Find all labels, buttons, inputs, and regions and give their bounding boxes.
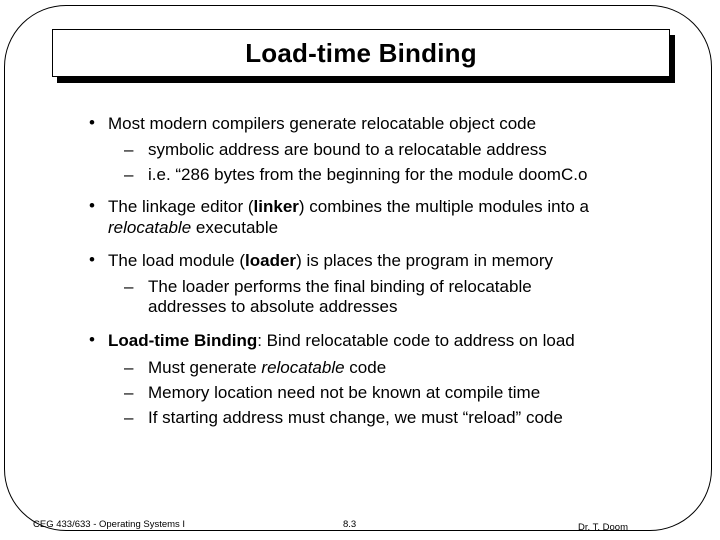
- footer-course: CEG 433/633 - Operating Systems I: [33, 519, 186, 530]
- slide-title: Load-time Binding: [245, 37, 477, 68]
- bullet-4-sub-3: – If starting address must change, we must “reload” code: [124, 408, 563, 427]
- bullet-dot: •: [89, 196, 95, 215]
- bullet-dot: •: [89, 330, 95, 349]
- bullet-1-sub-2: – i.e. “286 bytes from the beginning for the module doomC.o: [124, 165, 588, 184]
- bullet-2-text: The linkage editor (linker) combines the multiple modules into a: [108, 197, 589, 216]
- bullet-dot: •: [89, 113, 95, 132]
- bullet-3-sub-1: – The loader performs the final binding of relocatable: [124, 277, 532, 296]
- footer-author: Dr. T. Doom: [578, 522, 628, 533]
- bullet-1-text: Most modern compilers generate relocatable object code: [108, 114, 537, 133]
- footer-page-number: 8.3: [343, 519, 357, 530]
- title-box: [52, 29, 670, 77]
- bullet-3-text: The load module (loader) is places the program in memory: [108, 251, 554, 270]
- bullet-4-sub-2: – Memory location need not be known at compile time: [124, 383, 541, 402]
- bullet-3-sub-1-cont: addresses to absolute addresses: [148, 297, 398, 316]
- bullet-4-text: Load-time Binding: Bind relocatable code to address on load: [108, 331, 575, 350]
- bullet-1-sub-1: – symbolic address are bound to a relocatable address: [124, 140, 547, 159]
- bullet-dot: •: [89, 250, 95, 269]
- bullet-2-text-line2: relocatable executable: [108, 218, 279, 237]
- bullet-4-sub-1: – Must generate relocatable code: [124, 358, 387, 377]
